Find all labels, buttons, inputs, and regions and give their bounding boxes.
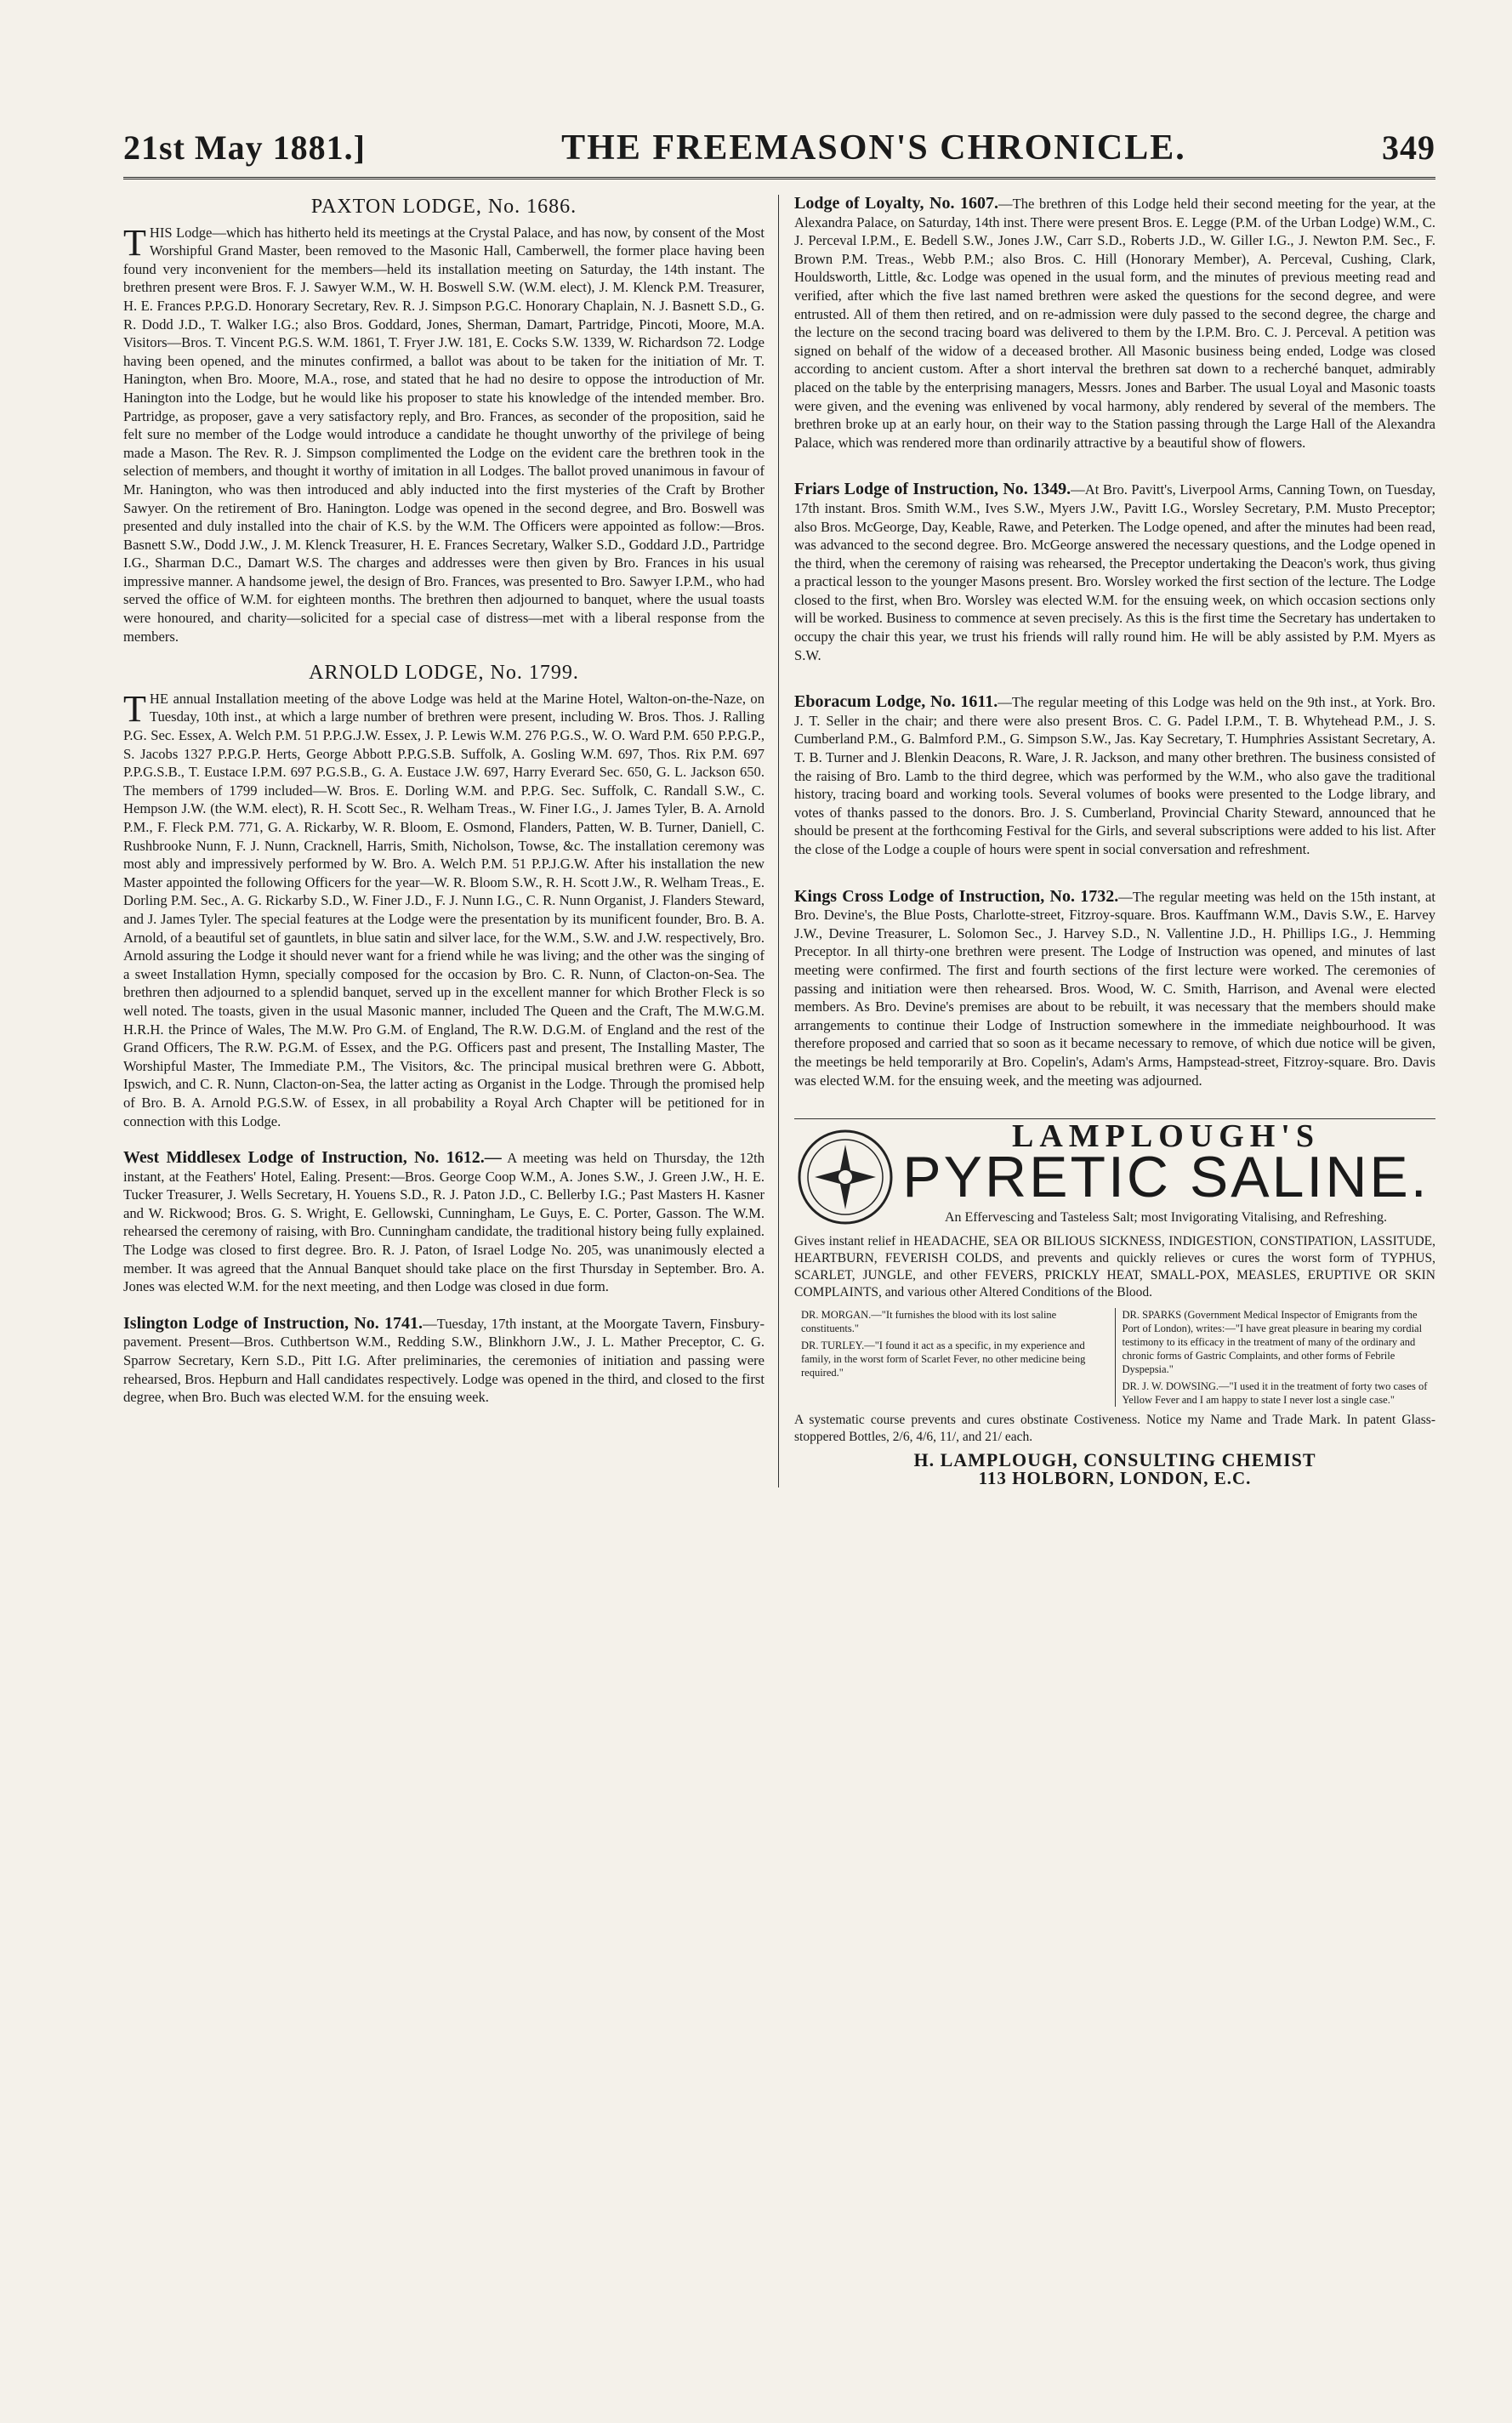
loyalty-heading: Lodge of Loyalty, No. 1607.	[794, 195, 998, 213]
ad-product: PYRETIC SALINE.	[902, 1145, 1430, 1210]
west-middlesex-text: A meeting was held on Thursday, the 12th instant, at the Feathers' Hotel, Ealing. Present:—Bros. George Coop W.M., A. Jones S.W., J. Green J.W., H. E. Tucker Treasurer, J. Wells Secretary, H. Youens S.D., R. J. Paton J.D., C. Bellerby I.G.; Past Masters H. Kasner and W. Rickwood; Bros. G. S. Wright, E. Gellowski, Cunningham, Le Guys, E. C. Porter, Gasson. The W.M. rehearsed the ceremony of raising, with Bro. Cunningham candidate, the traditional history being fully explained. The Lodge was closed to first degree. Bro. R. J. Paton, of Israel Lodge No. 205, was unanimously elected a member. It was agreed that the Annual Banquet should take place on the first Thursday in September. Bro. A. Jones was elected W.M. for the next meeting, and then Lodge was closed in due form.	[123, 1150, 765, 1295]
newspaper-title: THE FREEMASON'S CHRONICLE.	[561, 128, 1186, 168]
paxton-article: THIS Lodge—which has hitherto held its meetings at the Crystal Palace, and has now, by consent of the Most Worshipful Grand Master, been removed to the Masonic Hall, Camberwell, the former place having been found very inconvenient for the members—held its installation meeting on Saturday, the 14th instant. The brethren present were Bros. F. J. Sawyer W.M., W. H. Boswell S.W. (W.M. elect), J. M. Klenck P.M. Treasurer, H. E. Frances P.P.G.D. Honorary Secretary, Rev. R. J. Simpson P.G.C. Honorary Chaplain, N. J. Basnett S.D., G. R. Dodd J.D., T. Walker I.G.; also Bros. Goddard, Jones, Sherman, Damart, Partridge, Pincoti, Moore, M.A. Visitors—Bros. T. Vincent P.G.S. W.M. 1861, T. Fryer J.W. 181, E. Cocks S.W. 1339, W. Richardson 72. Lodge having been opened, and the minutes confirmed, a ballot was about to be taken for the initiation of Mr. T. Hanington, when Bro. Moore, M.A., rose, and stated that he had no desire to oppose the introduction of Mr. Hanington into the Lodge, but he would like his proposer to state his knowledge of the intended member. Bro. Partridge, as proposer, gave a very satisfactory reply, and Bro. Frances, as seconder of the proposition, said he felt sure no member of the Lodge would introduce a candidate he thought unworthy of the privilege of being made a Mason. The Rev. R. J. Simpson complimented the Lodge on the evident care the brethren took in the selection of members, and thought it worthy of imitation in all Lodges. The ballot proved unanimous in favour of Mr. Hanington, who was then introduced and ably inducted into the first mysteries of the Craft by Brother Sawyer. On the retirement of Bro. Hanington. Lodge was opened in the second degree, and Bro. Boswell was presented and duly installed into the chair of K.S. by the W.M. The Officers were appointed as follow:—Bros. Basnett S.W., Dodd J.W., J. M. Klenck Treasurer, H. E. Frances Secretary, Walker S.D., Goddard J.D., Partridge I.G., Sharman D.C., Damart W.S. The charges and addresses were then given by Bro. Frances in his usual impressive manner. A handsome jewel, the design of Bro. Frances, was presented to Bro. Sawyer I.P.M., who had served the office of W.M. for eighteen months. The brethren then adjourned to banquet, where the usual toasts were honoured, and charity—solicited for a special case of distress—met with a liberal response from the members.	[123, 221, 765, 645]
testimonial: DR. MORGAN.—"It furnishes the blood with its lost saline constituents."	[801, 1309, 1057, 1335]
testimonial: DR. TURLEY.—"I found it act as a specific, in my experience and family, in the worst form of Scarlet Fever, no other medicine being required."	[801, 1339, 1086, 1379]
testimonials-left	[794, 1308, 1115, 1407]
ad-brand: LAMPLOUGH'S	[1011, 1118, 1321, 1154]
kings-cross-heading: Kings Cross Lodge of Instruction, No. 1732.	[794, 886, 1119, 906]
columns	[123, 195, 1435, 1487]
paxton-heading: PAXTON LODGE, No. 1686.	[310, 196, 577, 218]
loyalty-text: —The brethren of this Lodge held their second meeting for the year, at the Alexandra Palace, on Saturday, 14th inst. There were present Bros. E. Legge (P.M. of the Urban Lodge) W.M., C. J. Perceval I.P.M., E. Bedell S.W., Jones J.W., Carr S.D., Roberts J.D., W. Giller I.G., J. Newton P.M. Sec., F. Brown P.M. Treas., Webb P.M.; also Bros. C. Hill (Honorary Member), A. Perceval, Cushing, Clark, Houldsworth, Little, &c. Lodge was opened in the usual form, and the minutes of previous meeting read and verified, after which the five last named brethren were asked the questions for the second degree, and were entrusted. All of them then retired, and on re-admission were duly passed to the second degree, the charge and the lecture on the second tracing board was delivered to them by the I.P.M. Bro. C. J. Perceval. A petition was signed on behalf of the widow of a deceased brother. All Masonic business being ended, Lodge was closed according to ancient custom. After a short interval the brethren sat down to a recherché banquet, admirably placed on the table by the enterprising managers, Messrs. Jones and Barber. The usual Loyal and Masonic toasts were given, and the evening was enlivened by vocal harmony, ably rendered by several of the members. The brethren broke up at an early hour, on their way to the Station passing through the Large Hall of the Alexandra Palace, which was rendered more than ordinarily attractive by a beautiful show of flowers.	[794, 196, 1435, 451]
islington-heading: Islington Lodge of Instruction, No. 1741.	[123, 1313, 423, 1333]
ad-testimonials	[794, 1308, 1435, 1407]
west-middlesex-heading: West Middlesex Lodge of Instruction, No. 1612.—	[123, 1148, 502, 1168]
kings-cross-text: —The regular meeting was held on the 15th instant, at Bro. Devine's, the Blue Posts, Charlotte-street, Fitzroy-square. Bros. Kauffmann W.M., Davis S.W., E. Harvey J.W., Devine Treasurer, L. Solomon Sec., J. Harvey S.D., N. Vallentine J.D., H. Phillips I.G., J. Hemming Preceptor. In all thirty-one brethren were present. The Lodge of Instruction was opened, and minutes of last meeting were confirmed. The first and fourth sections of the first lecture were worked. The ceremonies of passing and initiation were then rehearsed. Bros. Wood, W. C. Smith, Harrison, and Avenal were elected members. As Bro. Devine's premises are about to be rebuilt, it was necessary that the members should make arrangements to continue their Lodge of Instruction somewhere in the immediate neighbourhood. It was therefore proposed and carried that so soon as it became necessary to remove, of which due notice will be given, the meetings be held temporarily at Bro. Copelin's, Adam's Arms, Hampstead-street, Fitzroy-square. Bro. Davis was elected W.M. for the ensuing week, and the meeting was adjourned.	[794, 888, 1435, 1089]
kings-cross-article	[794, 888, 1435, 1090]
islington-article	[123, 1315, 765, 1407]
masthead	[123, 128, 1435, 168]
testimonials-right	[1115, 1308, 1436, 1407]
ad-body: Gives instant relief in HEADACHE, SEA OR BILIOUS SICKNESS, INDIGESTION, CONSTIPATION, LASSITUDE, HEARTBURN, FEVERISH COLDS, and prevents and quickly relieves or cures the worst form of TYPHUS, SCARLET, JUNGLE, and other FEVERS, PRICKLY HEAT, SMALL-POX, MEASLES, ERUPTIVE OR SKIN COMPLAINTS, and various other Altered Conditions of the Blood.	[794, 1234, 1435, 1300]
islington-text: —Tuesday, 17th instant, at the Moorgate Tavern, Finsbury-pavement. Present—Bros. Cuthbertson W.M., Redding S.W., Blinkhorn J.W., J. L. Mather Preceptor, C. G. Sparrow Secretary, Kern S.D., Pitt I.G. After preliminaries, the ceremonies of initiation and passing were rehearsed, Bros. Hepburn and Hall candidates respectively. Lodge was opened in the third, and closed to the first degree, when Bro. Buch was elected W.M. for the ensuing week.	[123, 1315, 765, 1406]
arnold-heading: ARNOLD LODGE, No. 1799.	[309, 662, 579, 685]
ad-chemist: H. LAMPLOUGH, CONSULTING CHEMIST	[913, 1449, 1316, 1471]
ad-note: A systematic course prevents and cures obstinate Costiveness. Notice my Name and Trade Mark. In patent Glass-stoppered Bottles, 2/6, 4/6, 11/, and 21/ each.	[794, 1413, 1435, 1445]
eboracum-text: —The regular meeting of this Lodge was held on the 9th inst., at York. Bro. J. T. Seller in the chair; and there were also present Bros. C. G. Padel I.P.M., T. B. Whytehead P.M., J. S. Cumberland P.M., G. Balmford P.M., G. Simpson S.W., Jas. Kay Secretary, T. Humphries Assistant Secretary, A. T. B. Turner and J. Blenkin Deacons, R. Ware, J. R. Jackson, and many other brethren. The business consisted of the raising of Bro. Lamb to the third degree, which was performed by the W.M., who also gave the traditional history, tracing board and working tools. Several volumes of books were presented to the Lodge library, and votes of thanks passed to the donors. Bro. J. S. Cumberland, Provincial Charity Steward, announced that he should be present at the forthcoming Festival for the Girls, and several subscriptions were added to his list. After the close of the Lodge a couple of hours were spent in social conversation and refreshment.	[794, 694, 1435, 857]
testimonial: DR. J. W. DOWSING.—"I used it in the treatment of forty two cases of Yellow Fever and I am happy to state I never lost a single case."	[1122, 1380, 1428, 1407]
lamplough-advertisement	[794, 1118, 1435, 1487]
right-column	[779, 195, 1435, 1487]
loyalty-article	[794, 195, 1435, 452]
ad-address: 113 HOLBORN, LONDON, E.C.	[978, 1467, 1252, 1488]
friars-text: —At Bro. Pavitt's, Liverpool Arms, Canning Town, on Tuesday, 17th instant. Bros. Smith W.M., Ives S.W., Myers J.W., Pavitt I.G., Worsley Secretary, P.M. Musto Preceptor; also Bros. McGeorge, Day, Keable, Rawe, and Peterken. The Lodge opened, and after the minutes had been read, was advanced to the second degree. Bro. McGeorge answered the necessary questions, and the Lodge opened in the third, when the ceremony of raising was rehearsed, the Preceptor undertaking the Deacon's work, thus giving a practical lesson to the younger Masons present. Bro. Worsley worked the first section of the lecture. The Lodge closed to the first, when Bro. Worsley was elected W.M. for the ensuing week, on which occasion sections only will be worked. Business to commence at seven precisely. As this is the first time the Secretary has undertaken to occupy the chair this year, we trust his friends will rally round him. He will be ably assisted by P.M. Myers as S.W.	[794, 481, 1435, 663]
left-column	[123, 195, 779, 1487]
masthead-rule	[123, 177, 1435, 179]
ad-titles	[896, 1118, 1435, 1227]
eboracum-article	[794, 693, 1435, 858]
arnold-article: THE annual Installation meeting of the above Lodge was held at the Marine Hotel, Walton-on-the-Naze, on Tuesday, 10th inst., at which a large number of brethren were present, including W. Bros. Thos. J. Ralling P.G. Sec. Essex, A. Welch P.M. 51 P.P.G.J.W. Essex, J. P. Lewis W.M. 276 P.G.S., W. O. Ward P.M. 650 P.P.G.P., S. Jacobs 1327 P.P.G.P. Herts, George Abbott P.P.G.S.B. Suffolk, A. Gosling W.M. 697, Thos. Rix P.M. 697 P.P.G.S.B., T. Eustace I.P.M. 697 P.G.S.B., G. A. Eustace J.W. 697, Harry Everard Sec. 650, G. L. Jackson 650. The members of 1799 included—W. Bros. E. Dorling W.M. and P.P.G. Sec. Suffolk, C. Randall S.W., C. Hempson J.W. (the W.M. elect), R. H. Scott Sec., R. Welham Treas., W. Finer I.G., J. James Tyler, B. A. Arnold P.M., F. Fleck P.M. 771, G. A. Rickarby, W. R. Bloom, E. Osmond, Flanders, Patten, W. B. Turner, Daniell, C. Rushbrooke Nunn, F. J. Nunn, Cracknell, Harris, Smith, Nicholson, Towse, &c. The installation ceremony was most ably and impressively performed by W. Bro. A. Welch P.M. 51 P.P.J.G.W. After his installation the new Master appointed the following Officers for the year—W. R. Bloom S.W., R. H. Scott J.W., R. Welham Treas., E. Dorling P.M. Sec., A. G. Rickarby S.D., W. Finer J.D., F. J. Nunn I.G., C. R. Nunn Organist, J. Flanders Steward, and J. James Tyler. The special features at the Lodge were the presentation by its munificent founder, Bro. B. A. Arnold, of a beautiful set of gauntlets, in blue satin and silver lace, for the W.M., S.W. and J.W. respectively, Bro. Arnold assuring the Lodge it should never want for a friend while he was living; and the other was the singing of a sweet Installation Hymn, specially composed for the occasion by Bro. C. R. Nunn, of Clacton-on-Sea. The brethren then adjourned to a splendid banquet, served up in the excellent manner for which Brother Fleck is so well noted. The toasts, given in the usual Masonic manner, included The Queen and the Craft, The M.W.G.M. H.R.H. the Prince of Wales, The M.W. Pro G.M. of England, The R.W. D.G.M. of England and the rest of the Grand Officers, The R.W. P.G.M. of Essex, and the P.G. Officers past and present, The Installing Master, The Worshipful Master, The Immediate P.M., The Visitors, &c. The principal musical brethren were G. Abbott, Ipswich, and C. R. Nunn, Clacton-on-Sea, the latter acting as Organist in the Lodge. Through the promised help of Bro. B. A. Arnold P.G.S.W. of Essex, in all probability a Royal Arch Chapter will be petitioned for in connection with this Lodge.	[123, 687, 765, 1129]
trade-mark-seal-icon	[794, 1126, 896, 1228]
friars-heading: Friars Lodge of Instruction, No. 1349.	[794, 480, 1071, 499]
west-middlesex-article	[123, 1149, 765, 1296]
friars-article	[794, 481, 1435, 664]
issue-date: 21st May 1881.]	[123, 128, 366, 167]
ad-header	[794, 1118, 1435, 1228]
testimonial: DR. SPARKS (Government Medical Inspector of Emigrants from the Port of London), writes:—"I have great pleasure in bearing my cordial testimony to its efficacy in the treatment of many of the ordinary and chronic forms of Gastric Complaints, and other forms of Febrile Dyspepsia."	[1122, 1309, 1423, 1376]
ad-tagline: An Effervescing and Tasteless Salt; most Invigorating Vitalising, and Refreshing.	[944, 1210, 1388, 1226]
eboracum-heading: Eboracum Lodge, No. 1611.	[794, 692, 998, 712]
page-number: 349	[1381, 128, 1435, 167]
